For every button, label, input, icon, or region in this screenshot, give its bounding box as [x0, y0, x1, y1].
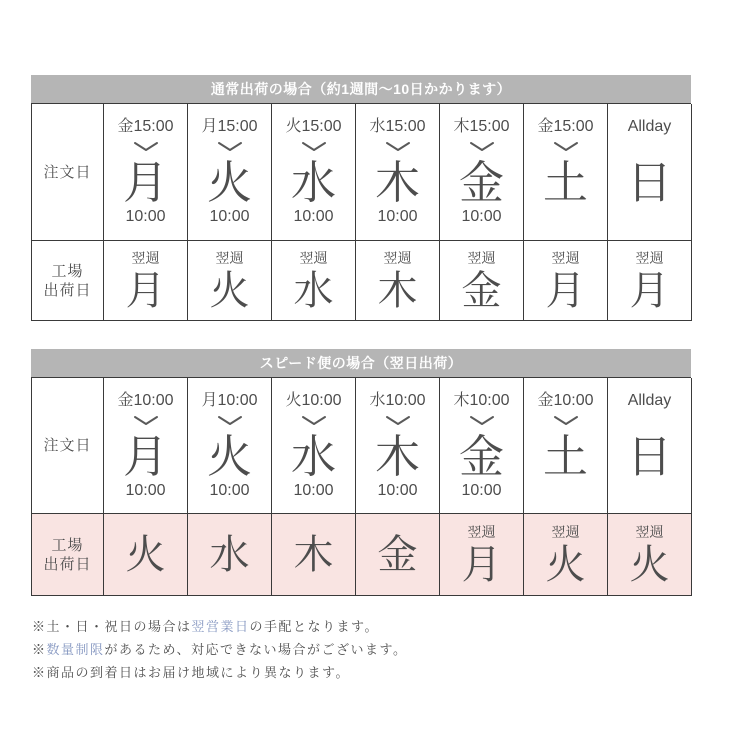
- order-row-label: 注文日: [32, 378, 104, 514]
- order-day: 水: [290, 157, 336, 208]
- ship-cell: [356, 241, 440, 321]
- order-cell: [272, 104, 356, 241]
- ship-cell: [272, 241, 356, 321]
- order-day: 土: [542, 430, 588, 482]
- order-time: 10:00: [125, 208, 166, 225]
- order-day: 月: [122, 430, 168, 482]
- chevron-down-icon: [469, 141, 495, 152]
- order-cell: [104, 104, 188, 241]
- order-cell: [608, 104, 692, 241]
- order-time: 10:00: [461, 208, 502, 225]
- order-time: 10:00: [377, 481, 418, 499]
- order-day: 木: [374, 430, 420, 482]
- order-day: 日: [626, 157, 672, 208]
- ship-day: 水: [293, 268, 334, 313]
- order-time: 10:00: [293, 481, 334, 499]
- ship-row-label-line: 工場: [51, 262, 84, 280]
- order-cell: [188, 378, 272, 514]
- notes: [31, 619, 691, 680]
- next-week-label: 翌週: [635, 249, 664, 266]
- order-cell: [440, 104, 524, 241]
- order-cutoff-label: 水15:00: [369, 118, 426, 135]
- order-cutoff-label: 水10:00: [369, 391, 426, 409]
- ship-cell: [272, 514, 356, 596]
- order-cell: [608, 378, 692, 514]
- table-title: 通常出荷の場合（約1週間〜10日かかります）: [31, 75, 691, 103]
- ship-row-label-line: 出荷日: [43, 555, 92, 573]
- ship-row-label-line: 出荷日: [43, 281, 92, 299]
- order-day: 木: [374, 157, 420, 208]
- ship-day: 金: [461, 268, 502, 313]
- next-week-label: 翌週: [299, 249, 328, 266]
- order-cutoff-label: 月10:00: [201, 391, 258, 409]
- next-week-label: 翌週: [551, 249, 580, 266]
- order-cell: [272, 378, 356, 514]
- note-line: [32, 665, 691, 680]
- next-week-label: 翌週: [131, 249, 160, 266]
- ship-day: 火: [209, 268, 250, 313]
- ship-day: 金: [377, 532, 418, 577]
- ship-cell: [104, 241, 188, 321]
- order-row-label: 注文日: [32, 104, 104, 241]
- order-time: 10:00: [209, 481, 250, 499]
- chevron-down-icon: [469, 415, 495, 426]
- note-segment: ※土・日・祝日の場合は: [32, 619, 192, 634]
- ship-row-label-line: 工場: [51, 536, 84, 554]
- note-segment: 数量制限: [46, 642, 105, 657]
- table-title: スピード便の場合（翌日出荷）: [31, 349, 691, 377]
- ship-row-label: [32, 241, 104, 321]
- ship-cell: [608, 514, 692, 596]
- note-segment: ※: [32, 642, 47, 657]
- chevron-down-icon: [133, 415, 159, 426]
- order-cutoff-label: 金10:00: [117, 391, 174, 409]
- chevron-down-icon: [385, 415, 411, 426]
- ship-cell: [608, 241, 692, 321]
- note-segment: の手配となります。: [249, 619, 379, 634]
- express-shipping-table: [31, 349, 691, 596]
- order-cutoff-label: 火15:00: [285, 118, 342, 135]
- note-segment: があるため、対応できない場合がございます。: [104, 642, 408, 657]
- order-day: 金: [458, 157, 504, 208]
- ship-row-label: [32, 514, 104, 596]
- ship-cell: [524, 514, 608, 596]
- chevron-down-icon: [217, 415, 243, 426]
- order-day: 火: [206, 157, 252, 208]
- chevron-down-icon: [385, 141, 411, 152]
- note-segment: 翌営業日: [191, 619, 250, 634]
- order-cell: [524, 378, 608, 514]
- ship-day: 水: [209, 532, 250, 577]
- order-cutoff-label: Allday: [627, 118, 672, 135]
- chevron-down-icon: [553, 415, 579, 426]
- order-cell: [104, 378, 188, 514]
- order-time: 10:00: [125, 481, 166, 499]
- order-cutoff-label: 火10:00: [285, 391, 342, 409]
- order-cutoff-label: 月15:00: [201, 118, 258, 135]
- next-week-label: 翌週: [551, 523, 580, 540]
- table-grid: [31, 103, 691, 321]
- order-time: 10:00: [293, 208, 334, 225]
- order-day: 月: [122, 157, 168, 208]
- chevron-down-icon: [553, 141, 579, 152]
- ship-day: 月: [545, 268, 586, 313]
- ship-cell: [524, 241, 608, 321]
- order-cell: [524, 104, 608, 241]
- note-line: [32, 619, 691, 634]
- order-cutoff-label: 金15:00: [537, 118, 594, 135]
- order-time: 10:00: [377, 208, 418, 225]
- table-grid: [31, 377, 691, 596]
- order-cell: [356, 378, 440, 514]
- ship-cell: [356, 514, 440, 596]
- shipping-schedule: [31, 75, 691, 688]
- next-week-label: 翌週: [635, 523, 664, 540]
- order-day: 火: [206, 430, 252, 482]
- order-day: 金: [458, 430, 504, 482]
- order-cutoff-label: 金10:00: [537, 391, 594, 409]
- ship-cell: [188, 514, 272, 596]
- ship-cell: [104, 514, 188, 596]
- order-day: 土: [542, 157, 588, 208]
- ship-day: 月: [125, 268, 166, 313]
- order-time: 10:00: [209, 208, 250, 225]
- order-cutoff-label: 金15:00: [117, 118, 174, 135]
- order-cell: [356, 104, 440, 241]
- ship-day: 火: [125, 532, 166, 577]
- ship-day: 木: [293, 532, 334, 577]
- ship-day: 月: [629, 268, 670, 313]
- order-time: 10:00: [461, 481, 502, 499]
- order-day: 日: [626, 430, 672, 482]
- ship-cell: [440, 514, 524, 596]
- order-day: 水: [290, 430, 336, 482]
- chevron-down-icon: [301, 141, 327, 152]
- note-line: [32, 642, 691, 657]
- ship-day: 月: [461, 542, 502, 587]
- ship-day: 火: [629, 542, 670, 587]
- chevron-down-icon: [217, 141, 243, 152]
- next-week-label: 翌週: [215, 249, 244, 266]
- next-week-label: 翌週: [383, 249, 412, 266]
- next-week-label: 翌週: [467, 249, 496, 266]
- order-cutoff-label: Allday: [627, 391, 672, 409]
- order-cutoff-label: 木15:00: [453, 118, 510, 135]
- order-cell: [440, 378, 524, 514]
- order-cutoff-label: 木10:00: [453, 391, 510, 409]
- chevron-down-icon: [301, 415, 327, 426]
- normal-shipping-table: [31, 75, 691, 321]
- ship-day: 火: [545, 542, 586, 587]
- note-segment: ※商品の到着日はお届け地域により異なります。: [32, 665, 350, 680]
- order-cell: [188, 104, 272, 241]
- ship-cell: [188, 241, 272, 321]
- ship-day: 木: [377, 268, 418, 313]
- next-week-label: 翌週: [467, 523, 496, 540]
- chevron-down-icon: [133, 141, 159, 152]
- ship-cell: [440, 241, 524, 321]
